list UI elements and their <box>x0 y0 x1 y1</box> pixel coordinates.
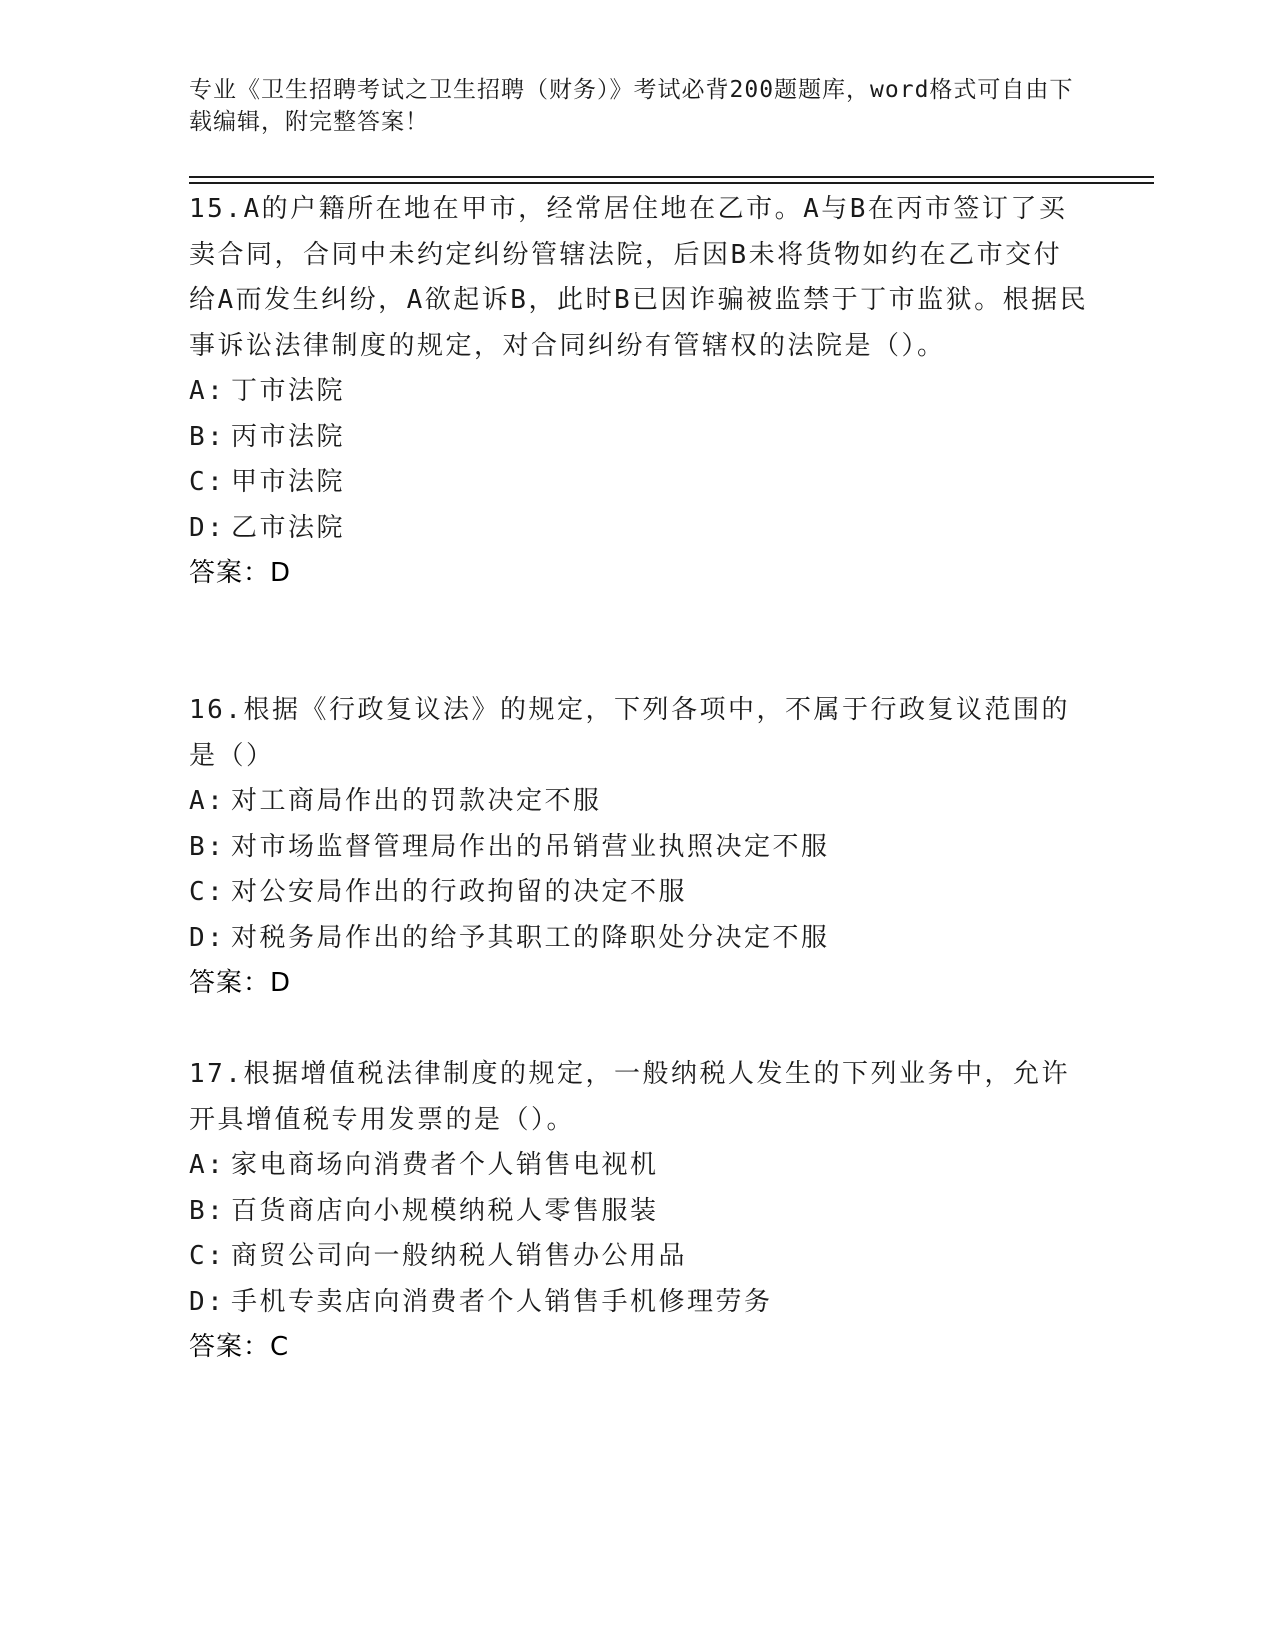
option-a <box>189 369 1089 415</box>
option-letter: B: <box>189 421 226 452</box>
option-text: 丁市法院 <box>231 376 346 406</box>
option-text: 对工商局作出的罚款决定不服 <box>231 786 602 816</box>
option-d <box>189 916 1089 962</box>
option-letter: C: <box>189 877 226 907</box>
option-text: 乙市法院 <box>231 512 346 543</box>
option-b <box>189 825 1089 871</box>
question-text: A的户籍所在地在甲市，经常居住地在乙市。A与B在丙市签订了买卖合同，合同中未约定纠纷管辖法院，后因B未将货物如约在乙市交付给A而发生纠纷，A欲起诉B，此时B已因诈骗被监禁于丁市监狱。根据民事诉讼法律制度的规定，对合同纠纷有管辖权的法院是（）。 <box>189 194 1089 361</box>
document-header: 专业《卫生招聘考试之卫生招聘（财务）》考试必背200题题库，word格式可自由下载编辑，附完整答案！ <box>189 77 1074 135</box>
option-letter: D: <box>189 922 226 953</box>
option-c <box>189 870 1089 916</box>
option-c <box>189 1234 1089 1280</box>
option-a <box>189 779 1089 825</box>
question-number: 17. <box>189 1059 244 1089</box>
option-b <box>189 415 1089 461</box>
answer-line: 答案：D <box>189 968 292 998</box>
option-text: 对公安局作出的行政拘留的决定不服 <box>231 877 688 907</box>
option-text: 家电商场向消费者个人销售电视机 <box>231 1150 659 1180</box>
option-text: 手机专卖店向消费者个人销售手机修理劳务 <box>231 1286 773 1317</box>
option-c <box>189 460 1089 506</box>
question-17 <box>189 1052 1089 1371</box>
option-text: 甲市法院 <box>231 467 346 497</box>
question-text: 根据《行政复议法》的规定，下列各项中，不属于行政复议范围的是（） <box>189 695 1070 771</box>
option-text: 对税务局作出的给予其职工的降职处分决定不服 <box>231 922 830 953</box>
question-15 <box>189 187 1089 597</box>
question-text: 根据增值税法律制度的规定，一般纳税人发生的下列业务中，允许开具增值税专用发票的是（）。 <box>189 1059 1070 1135</box>
option-b <box>189 1189 1089 1235</box>
option-letter: C: <box>189 1241 226 1271</box>
option-letter: D: <box>189 1286 226 1317</box>
question-16 <box>189 688 1089 1007</box>
header-divider-second <box>189 182 1154 184</box>
option-letter: A: <box>189 376 226 406</box>
option-letter: A: <box>189 1150 226 1180</box>
question-stem <box>189 187 1089 369</box>
option-d <box>189 506 1089 552</box>
answer-line: 答案：D <box>189 558 292 588</box>
option-text: 商贸公司向一般纳税人销售办公用品 <box>231 1241 688 1271</box>
answer-line: 答案：C <box>189 1332 290 1362</box>
option-text: 百货商店向小规模纳税人零售服装 <box>231 1195 659 1226</box>
header-divider <box>189 176 1154 178</box>
option-text: 对市场监督管理局作出的吊销营业执照决定不服 <box>231 831 830 862</box>
option-letter: B: <box>189 1195 226 1226</box>
option-letter: C: <box>189 467 226 497</box>
question-number: 16. <box>189 695 244 725</box>
option-d <box>189 1280 1089 1326</box>
question-stem <box>189 688 1089 779</box>
option-a <box>189 1143 1089 1189</box>
question-stem <box>189 1052 1089 1143</box>
option-letter: D: <box>189 512 226 543</box>
option-text: 丙市法院 <box>231 421 346 452</box>
option-letter: B: <box>189 831 226 862</box>
option-letter: A: <box>189 786 226 816</box>
question-number: 15. <box>189 194 244 224</box>
